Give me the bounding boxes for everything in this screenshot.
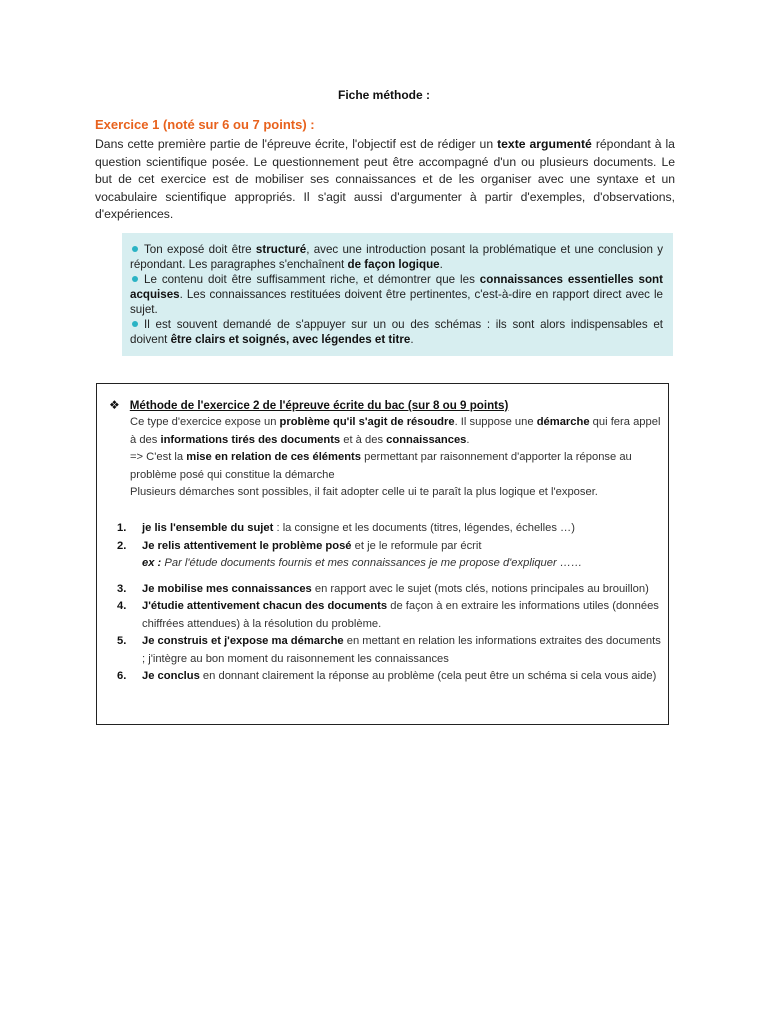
method-text: => C'est la bbox=[130, 451, 187, 463]
list-item bbox=[117, 633, 665, 668]
tip-text: Ton exposé doit être bbox=[144, 243, 256, 256]
tip-item bbox=[130, 242, 663, 272]
list-item bbox=[117, 668, 665, 686]
step-bold-text: J'étudie attentivement chacun des documents bbox=[142, 600, 388, 612]
diamond-bullet-icon: ❖ bbox=[109, 398, 120, 412]
bullet-dot-icon bbox=[132, 321, 138, 327]
step-text bbox=[142, 581, 665, 599]
method-bold-text: connaissances bbox=[386, 433, 467, 446]
exercise1-bold-text: texte argumenté bbox=[497, 137, 592, 151]
step-number: 6. bbox=[117, 670, 127, 682]
method-heading-text: Méthode de l'exercice 2 de l'épreuve écrite du bac (sur 8 ou 9 points) bbox=[129, 399, 509, 412]
step-text bbox=[142, 538, 665, 573]
method-box bbox=[96, 383, 669, 725]
tip-text: . bbox=[439, 258, 443, 271]
list-item bbox=[117, 598, 665, 633]
step-text bbox=[142, 520, 665, 538]
step-bold-text: Je conclus bbox=[142, 670, 200, 682]
tip-item bbox=[130, 272, 663, 317]
step-rest-text: et je le reformule par écrit bbox=[351, 539, 482, 552]
method-steps bbox=[117, 520, 665, 686]
exercise1-heading: Exercice 1 (noté sur 6 ou 7 points) : bbox=[95, 117, 315, 132]
tip-text: , avec une introduction posant la problématique et une conclusion y répondant. Les paragraphes s'enchaînent bbox=[130, 243, 663, 271]
tip-bold-text: structuré bbox=[255, 243, 307, 256]
tips-box bbox=[122, 233, 673, 356]
step-text bbox=[142, 668, 665, 686]
step-number: 3. bbox=[117, 582, 127, 595]
step-bold-text: Je relis attentivement le problème posé bbox=[142, 539, 352, 552]
step-bold-text: Je construis et j'expose ma démarche bbox=[142, 635, 344, 647]
step-number: 2. bbox=[117, 539, 127, 552]
tip-text: . bbox=[410, 333, 414, 346]
method-heading bbox=[109, 397, 508, 415]
tip-item bbox=[130, 317, 663, 347]
step-rest-text: en donnant clairement la réponse au problème (cela peut être un schéma si cela vous aide) bbox=[199, 670, 657, 682]
exercise1-paragraph bbox=[95, 136, 675, 224]
tip-bold-text: être clairs et soignés, avec légendes et titre bbox=[170, 333, 411, 346]
method-bold-text: problème qu'il s'agit de résoudre bbox=[279, 416, 455, 428]
page-title: Fiche méthode : bbox=[337, 88, 430, 102]
exercise1-text: Dans cette première partie de l'épreuve écrite, l'objectif est de rédiger un bbox=[95, 137, 498, 151]
tip-text: . Les connaissances restituées doivent être pertinentes, c'est-à-dire en rapport direct avec le sujet. bbox=[130, 288, 663, 316]
method-bold-text: informations tirés des documents bbox=[160, 433, 341, 446]
list-item bbox=[117, 520, 665, 538]
step-text bbox=[142, 633, 665, 668]
step-rest-text: en mettant en relation les informations extraites des documents ; j'intègre au bon moment du raisonnement les connaissances bbox=[142, 635, 661, 665]
method-text: . Il suppose une bbox=[454, 416, 537, 428]
step-bold-text: Je mobilise mes connaissances bbox=[142, 582, 312, 595]
method-paragraph bbox=[130, 449, 666, 484]
method-paragraph: Plusieurs démarches sont possibles, il fait adopter celle ui te paraît la plus logique et l'exposer. bbox=[130, 486, 598, 498]
exercise1-text: répondant à la question scientifique posée. Le questionnement peut être accompagné d'un ou plusieurs documents. Le but de cet exercice est de mobiliser ses connaissances et de les organiser avec une syntaxe et un vocabulaire scientifique appropriés. Il s'agit aussi d'argumenter à partir d'exemples, d'observations, d'expériences. bbox=[95, 137, 675, 221]
bullet-dot-icon bbox=[132, 246, 138, 252]
step-rest-text: de façon à en extraire les informations utiles (données chiffrées attendues) à la résolution du problème. bbox=[142, 600, 659, 630]
tip-text: Il est souvent demandé de s'appuyer sur un ou des schémas : ils sont alors indispensables et doivent bbox=[130, 318, 663, 346]
method-text: Ce type d'exercice expose un bbox=[130, 416, 280, 428]
step-bold-text: je lis l'ensemble du sujet bbox=[142, 522, 274, 534]
bullet-dot-icon bbox=[132, 276, 138, 282]
method-text: . bbox=[466, 433, 470, 446]
tip-bold-text: connaissances essentielles sont acquises bbox=[130, 273, 663, 301]
method-bold-text: mise en relation de ces éléments bbox=[186, 451, 361, 463]
step-text bbox=[142, 598, 665, 633]
method-bold-text: démarche bbox=[536, 416, 590, 428]
tip-bold-text: de façon logique bbox=[347, 258, 440, 271]
method-intro bbox=[130, 414, 666, 502]
step-number: 1. bbox=[117, 522, 127, 534]
method-text: qui fera appel à des bbox=[130, 416, 661, 446]
tip-text: Le contenu doit être suffisamment riche, et démontrer que les bbox=[144, 273, 480, 286]
step-number: 5. bbox=[117, 635, 127, 647]
step-rest-text: en rapport avec le sujet (mots clés, notions principales au brouillon) bbox=[311, 582, 649, 595]
list-item bbox=[117, 538, 665, 573]
example-text: Par l'étude documents fournis et mes connaissances je me propose d'expliquer …… bbox=[161, 557, 583, 569]
example-label: ex : bbox=[142, 557, 162, 569]
method-text: permettant par raisonnement d'apporter la réponse au problème posé qui constitue la démarche bbox=[130, 451, 632, 481]
step-number: 4. bbox=[117, 600, 127, 612]
step-rest-text: : la consigne et les documents (titres, légendes, échelles …) bbox=[273, 522, 575, 534]
list-item bbox=[117, 581, 665, 599]
method-text: et à des bbox=[340, 433, 387, 446]
method-paragraph bbox=[130, 414, 666, 449]
